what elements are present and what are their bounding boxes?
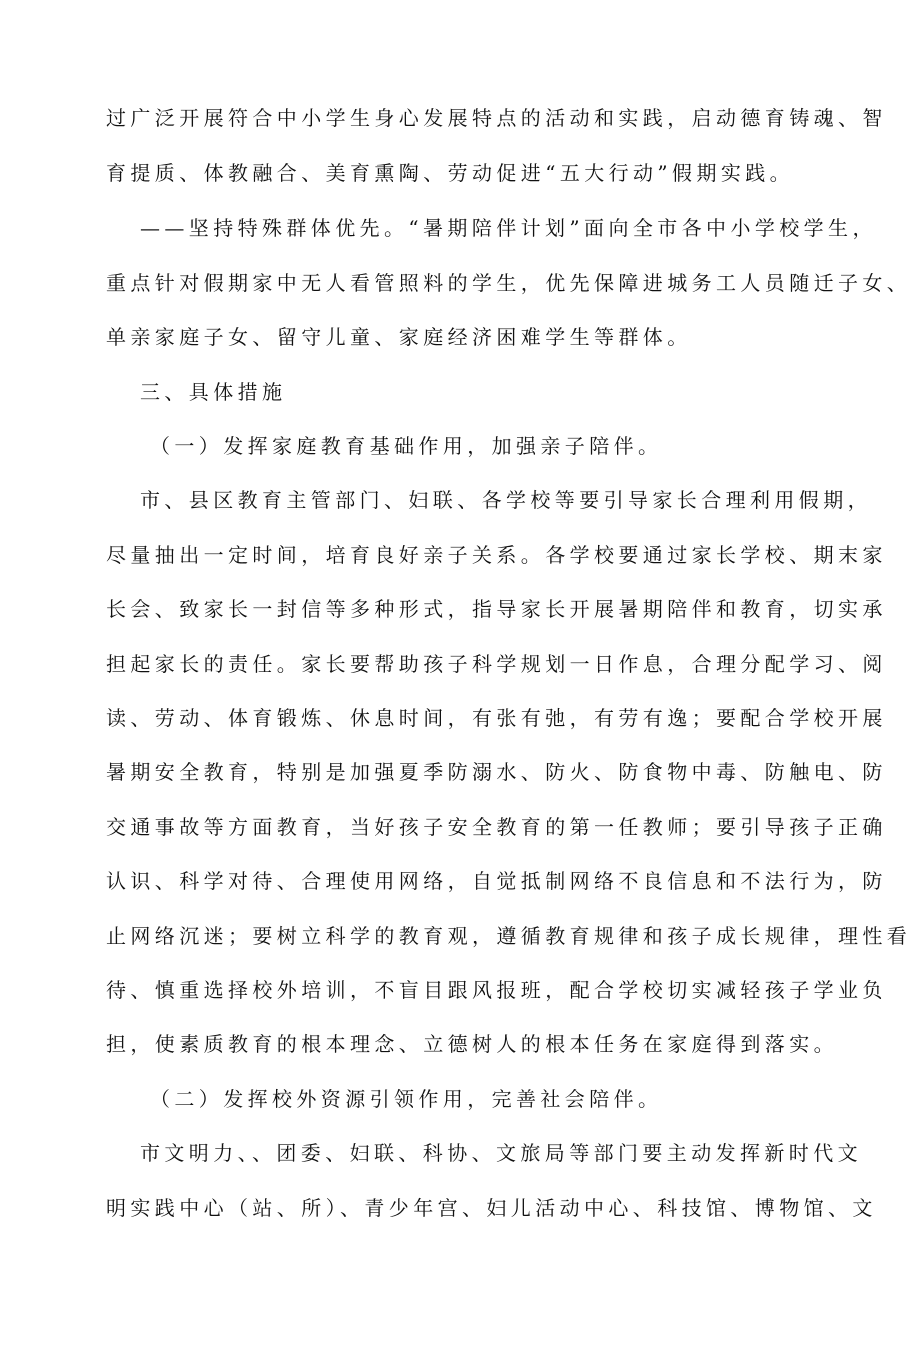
paragraph-line: 止网络沉迷；要树立科学的教育观，遵循教育规律和孩子成长规律，理性看 <box>106 924 912 948</box>
paragraph-line: 待、慎重选择校外培训，不盲目跟风报班，配合学校切实减轻孩子学业负 <box>106 978 887 1002</box>
paragraph-line: 尽量抽出一定时间，培育良好亲子关系。各学校要通过家长学校、期末家 <box>106 543 887 567</box>
paragraph-line: 育提质、体教融合、美育熏陶、劳动促进“五大行动”假期实践。 <box>106 161 795 185</box>
paragraph-line: 认识、科学对待、合理使用网络，自觉抵制网络不良信息和不法行为，防 <box>106 869 887 893</box>
paragraph-line: 市文明力、、团委、妇联、科协、文旅局等部门要主动发挥新时代文 <box>140 1141 862 1165</box>
paragraph-line: 担起家长的责任。家长要帮助孩子科学规划一日作息，合理分配学习、阅 <box>106 652 887 676</box>
section-heading: 三、具体措施 <box>140 380 287 404</box>
subsection-heading: （一）发挥家庭教育基础作用，加强亲子陪伴。 <box>150 434 663 458</box>
paragraph-line: 单亲家庭子女、留守儿童、家庭经济困难学生等群体。 <box>106 325 692 349</box>
paragraph-line: 担，使素质教育的根本理念、立德树人的根本任务在家庭得到落实。 <box>106 1032 838 1056</box>
paragraph-line: 市、县区教育主管部门、妇联、各学校等要引导家长合理利用假期， <box>140 488 872 512</box>
paragraph-line: 过广泛开展符合中小学生身心发展特点的活动和实践，启动德育铸魂、智 <box>106 106 887 130</box>
paragraph-line: 重点针对假期家中无人看管照料的学生，优先保障进城务工人员随迁子女、 <box>106 271 912 295</box>
paragraph-line: 读、劳动、体育锻炼、休息时间，有张有弛，有劳有逸；要配合学校开展 <box>106 706 887 730</box>
paragraph-line: 长会、致家长一封信等多种形式，指导家长开展暑期陪伴和教育，切实承 <box>106 597 887 621</box>
paragraph-line: 交通事故等方面教育，当好孩子安全教育的第一任教师；要引导孩子正确 <box>106 815 887 839</box>
paragraph-line: 明实践中心（站、所）、青少年宫、妇儿活动中心、科技馆、博物馆、文 <box>106 1196 877 1220</box>
subsection-heading: （二）发挥校外资源引领作用，完善社会陪伴。 <box>150 1087 663 1111</box>
paragraph-line: ——坚持特殊群体优先。“暑期陪伴计划”面向全市各中小学校学生， <box>140 216 877 240</box>
paragraph-line: 暑期安全教育，特别是加强夏季防溺水、防火、防食物中毒、防触电、防 <box>106 760 887 784</box>
